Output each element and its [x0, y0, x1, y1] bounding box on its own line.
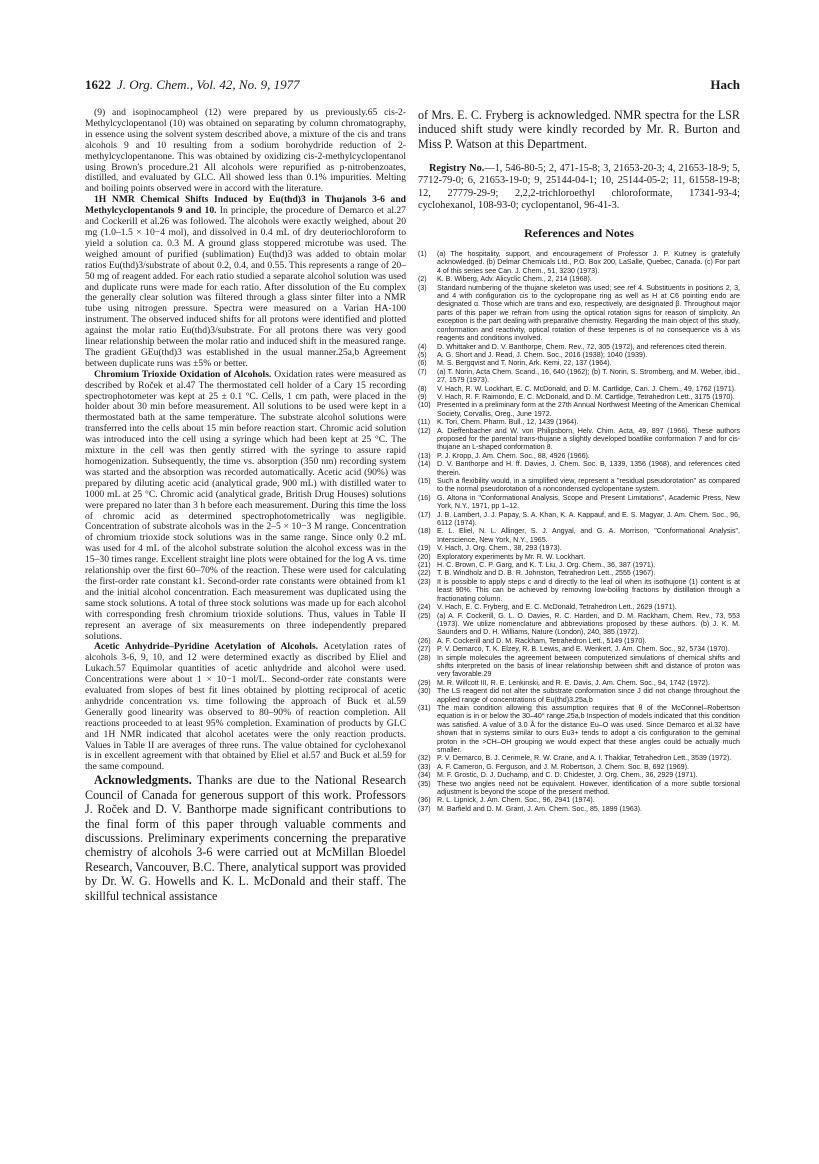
reference-item	[418, 553, 740, 561]
reference-number: (17)	[418, 510, 431, 519]
reference-text: A. G. Short and J. Read, J. Chem. Soc., 2016 (1938); 1040 (1939).	[437, 350, 648, 359]
reference-item	[418, 351, 740, 359]
reference-number: (21)	[418, 561, 431, 570]
experimental-section	[85, 108, 406, 773]
reference-number: (14)	[418, 460, 431, 469]
reference-number: (3)	[418, 283, 427, 292]
reference-number: (30)	[418, 687, 431, 696]
reference-number: (7)	[418, 367, 427, 376]
reference-item	[418, 805, 740, 813]
reference-number: (31)	[418, 703, 431, 712]
reference-item	[418, 754, 740, 762]
reference-item	[418, 284, 740, 343]
reference-text: P. V. Demarco, T. K. Elzey, R. B. Lewis, and E. Wenkert, J. Am. Chem. Soc., 92, 5734 (1970).	[437, 645, 730, 654]
reference-item	[418, 452, 740, 460]
references-list	[418, 250, 740, 813]
reference-text: V. Hach, R. F. Raimondo, E. C. McDonald, and D. M. Cartlidge, Tetrahedron Lett., 3175 (1970).	[437, 392, 735, 401]
reference-text: A. Dieffenbacher and W. von Philipsborn, Helv. Chim. Acta, 49, 897 (1966). These authors proposed for the parental trans-thujane a slightly developed boatlike conformation 7 and for cis-thujane an L-shaped conformation 8.	[437, 426, 740, 452]
reference-item	[418, 704, 740, 754]
running-author: Hach	[710, 77, 740, 92]
paragraph	[85, 195, 406, 370]
reference-number: (26)	[418, 636, 431, 645]
reference-text: The LS reagent did not alter the substrate conformation since J did not change throughout the applied range of concentrations of Eu(thd)3.25a,b	[437, 687, 740, 704]
paragraph-text: Acetylation rates of alcohols 3-6, 9, 10, and 12 were determined exactly as discribed by Eliel and Lukach.57 Equimolar quantities of acetic anhydride and alcohol were used. Concentrations were about 1 × 10−1 mol/L. Second-order rate constants were evaluated from slopes of best fit lines obtained by plotting reciprocal of acetic anhydride concentration vs. time following the approach of Buck et al.59 Generally good linearity was observed to 80–90% of reaction completion. All reactions proceeded to at least 95% completion. Examination of products by GLC and 1H NMR indicated that alcohol acetates were the only reaction products. Values in Table II are averages of three runs. The value obtained for cyclohexanol is in excellent agreement with that obtained by Eliel et al.57 and Buck et al.59 for the same compound.	[85, 641, 406, 773]
reference-text: Presented in a preliminary form at the 27th Annual Northwest Meeting of the American Chemical Society, Corvallis, Oreg., June 1972.	[437, 401, 740, 418]
reference-text: (a) T. Norin, Acta Chem. Scand., 16, 640 (1962); (b) T. Norin, S. Stromberg, and M. Weber, ibid., 27, 1579 (1973).	[437, 367, 740, 385]
reference-text: In simple molecules the agreement between computerized simulations of chemical shifts and shifts interpreted on the basis of linear relationship between shift and distance of proton was very favorable.29	[437, 653, 740, 679]
reference-item	[418, 494, 740, 511]
journal-citation: J. Org. Chem., Vol. 42, No. 9, 1977	[117, 77, 300, 92]
reference-text: P. J. Kropp, J. Am. Chem. Soc., 88, 4926 (1966).	[437, 451, 590, 460]
reference-number: (32)	[418, 754, 431, 763]
reference-number: (6)	[418, 359, 427, 368]
reference-item	[418, 385, 740, 393]
reference-text: K. B. Wiberg, Adv. Alicyclic Chem., 2, 214 (1968).	[437, 275, 592, 284]
paragraph-heading: 1H NMR Chemical Shifts Induced by Eu(thd)3 in Thujanols 3-6 and Methylcyclopentanols 9 and 10.	[85, 194, 406, 217]
acknowledgments-continued: of Mrs. E. C. Fryberg is acknowledged. NMR spectra for the LSR induced shift study were kindly recorded by Mr. R. Burton and Miss P. Watson at this Department.	[418, 108, 740, 151]
reference-number: (34)	[418, 771, 431, 780]
registry-numbers	[418, 163, 740, 212]
acknowledgments	[85, 773, 406, 903]
paragraph-text: (9) and isopinocampheol (12) were prepared by us previously.65 cis-2-Methylcyclopentanol (10) was obtained on separating by column chromatography, in essence using the solvent system described above, a mixture of the cis and trans alcohols 9 and 10 resulting from a sodium borohydride reduction of 2-methylcyclopentanone. This was obtained by oxidizing cis-2-methylcyclopentanol using Brown's procedure.21 All alcohols were repurified as p-nitrobenzoates, distilled, and evaluated by GLC. All showed less than 0.1% impurities. Melting and boiling points observed were in accord with the literature.	[85, 108, 406, 195]
reference-item	[418, 275, 740, 283]
reference-item	[418, 763, 740, 771]
paragraph-heading: Acetic Anhydride–Pyridine Acetylation of Alcohols.	[94, 641, 319, 653]
registry-heading: Registry No.	[429, 163, 485, 175]
reference-item	[418, 637, 740, 645]
reference-text: J. B. Lambert, J. J. Papay, S. A. Khan, K. A. Kappauf, and E. S. Magyar, J. Am. Chem. Soc., 96, 6112 (1974).	[437, 510, 740, 528]
reference-item	[418, 612, 740, 637]
reference-text: V. Hach, E. C. Fryberg, and E. C. McDonald, Tetrahedron Lett., 2629 (1971).	[437, 603, 677, 612]
reference-number: (13)	[418, 451, 431, 460]
reference-text: R. L. Lipnick, J. Am. Chem. Soc., 96, 2941 (1974).	[437, 796, 595, 805]
paragraph-text: In principle, the procedure of Demarco et al.27 and Cockerill et al.26 was followed. The alcohols were exactly weighed, about 20 mg (1.0–1.5 × 10−4 mol), and dissolved in 0.4 mL of dry deuteriochloroform to yield a solution ca. 0.3 M. A ground glass stoppered microtube was used. The weighed amount of purified (sublimation) Eu(thd)3 was added to obtain molar ratios Eu(thd)3/substrate of about 0.2, 0.4, and 0.55. This represents a range of 20–50 mg of reagent added. For each ratio studied a separate alcohol solution was used and duplicate runs were made for each ratio. After dissolution of the Eu complex the generally clear solution was filtered through a glass sinter filter into a NMR tube using nitrogen pressure. Spectra were measured on a Varian HA-100 instrument. The observed induced shifts for all protons were identified and plotted against the molar ratio Eu(thd)3/substrate. For all protons there was very good linear relationship between the molar ratio and induced shift in the measured range. The gradient GEu(thd)3 was established in the usual manner.25a,b Agreement between duplicate runs was ±5% or better.	[85, 205, 406, 369]
reference-item	[418, 687, 740, 704]
reference-text: M. R. Willcott III, R. E. Lenkinski, and R. E. Davis, J. Am. Chem. Soc., 94, 1742 (1972).	[437, 678, 710, 687]
reference-item	[418, 401, 740, 418]
paragraph-heading: Chromium Trioxide Oxidation of Alcohols.	[94, 368, 272, 380]
paragraph-text: Oxidation rates were measured as described by Roček et al.47 The thermostated cell holder of a Cary 15 recording spectrophotometer was kept at 25 ± 0.1 °C. Cells, 1 cm path, were placed in the holder about 30 min before measurement. All solutions to be used were kept in a thermostated bath at the same temperature. The substrate alcohol solutions were transferred into the cells about 15 min before reaction start. Chromic acid solution was introduced into the cell using a syringe which had been kept at 25 °C. The mixture in the cell was then gently stirred with the syringe to assure rapid homogenization. Subsequently, the time vs. absorption (350 nm) recording system was started and the absorption was recorded automatically. Acetic acid (90%) was prepared by diluting acetic acid (analytical grade, 900 mL) with distilled water to 1000 mL at 25 °C. Chromic acid (analytical grade, British Drug Houses) solutions were prepared no later than 3 h before each measurement. During this time the loss of chromic acid as determined spectrophotometrically was negligible. Concentration of substrate alcohols was in the 2–5 × 10−3 M range. Concentration of chromium trioxide stock solutions was in the same range. Since only 0.2 mL was used for 4 mL of the alcohol substrate solution the alcohol excess was in the 15–30 times range. Excellent straight line plots were obtained for the log A vs. time relationship over the first 60–70% of the reaction. These were used for calculating the first-order rate constant k1. Second-order rate constants were obtained from k1 and the initial alcohol concentration. Each measurement was duplicated using the same stock solutions. A total of three stock solutions was made up for each alcohol with corresponding fresh chromium trioxide solutions. Thus, values in Table II represent an average of six measurements on three independently prepared solutions.	[85, 368, 406, 642]
references-heading: References and Notes	[524, 226, 634, 241]
reference-text: Exploratory experiments by Mr. R. W. Lockhart.	[437, 552, 586, 561]
reference-item	[418, 679, 740, 687]
reference-text: E. L. Eliel, N. L. Allinger, S. J. Angyal, and G. A. Morrison, "Conformational Analysis", Interscience, New York, N.Y., 1965.	[437, 527, 740, 544]
reference-text: V. Hach, J. Org. Chem., 38, 293 (1973).	[437, 544, 562, 553]
reference-number: (22)	[418, 569, 431, 578]
paragraph	[85, 108, 406, 195]
reference-number: (20)	[418, 552, 431, 561]
reference-number: (8)	[418, 384, 427, 393]
reference-item	[418, 544, 740, 552]
reference-item	[418, 645, 740, 653]
reference-item	[418, 460, 740, 477]
reference-item	[418, 359, 740, 367]
reference-item	[418, 561, 740, 569]
reference-item	[418, 780, 740, 797]
reference-number: (29)	[418, 678, 431, 687]
reference-text: K. Tori, Chem. Pharm. Bull., 12, 1439 (1964).	[437, 418, 579, 427]
reference-item	[418, 654, 740, 679]
reference-number: (24)	[418, 603, 431, 612]
acknowledgments-text: Thanks are due to the National Research Council of Canada for generous support of this work. Professors J. Roček and D. V. Banthorpe made significant contributions to the final form of this paper through valuable comments and discussions. Preliminary experiments concerning the preparative chemistry of alcohols 3-6 were carried out at McMillan Bloedel Research, Vancouver, B.C. There, analytical support was provided by Dr. W. G. Howells and K. L. McDonald and their staff. The skillful technical assistance	[85, 773, 406, 903]
reference-text: It is possible to apply steps c and d directly to the leaf oil when its isothujone (1) content is at least 90%. This can be achieved by removing low-boiling fractions by distillation through a fractionating column.	[437, 577, 740, 603]
reference-number: (35)	[418, 779, 431, 788]
left-column	[85, 108, 406, 1108]
reference-item	[418, 477, 740, 494]
reference-item	[418, 427, 740, 452]
reference-text: Such a flexibility would, in a simplified view, represent a "residual pseudorotation" as compared to the normal pseudorotation of a noncondensed cyclopentane system.	[437, 477, 740, 494]
reference-text: M. Barfield and D. M. Grant, J. Am. Chem. Soc., 85, 1899 (1963).	[437, 804, 643, 813]
reference-number: (2)	[418, 275, 427, 284]
reference-text: A. F. Cameron, G. Ferguson, and J. M. Robertson, J. Chem. Soc. B, 692 (1969).	[437, 762, 689, 771]
reference-number: (4)	[418, 342, 427, 351]
reference-number: (28)	[418, 653, 431, 662]
reference-number: (11)	[418, 418, 431, 427]
reference-text: D. Whittaker and D. V. Banthorpe, Chem. Rev., 72, 305 (1972), and references cited therein.	[437, 342, 727, 351]
reference-number: (10)	[418, 401, 431, 410]
reference-item	[418, 368, 740, 385]
reference-number: (18)	[418, 527, 431, 536]
reference-text: G. Altona in "Conformational Analysis, Scope and Present Limitations", Academic Press, New York, N.Y., 1971, pp 1–12.	[437, 493, 740, 511]
page-number: 1622	[85, 77, 111, 92]
reference-number: (1)	[418, 250, 427, 259]
reference-item	[418, 603, 740, 611]
reference-text: D. V. Banthorpe and H. ff. Davies, J. Chem. Soc. B, 1339, 1356 (1968), and references cited therein.	[437, 460, 740, 477]
reference-text: T. B. Windholz and D. B. R. Johnston, Tetrahedron Lett., 2555 (1967).	[437, 569, 656, 578]
reference-item	[418, 250, 740, 275]
reference-text: H. C. Brown, C. P. Garg, and K. T. Liu, J. Org. Chem., 36, 387 (1971).	[437, 561, 656, 570]
reference-text: Standard numbering of the thujane skeleton was used; see ref 4. Substituents in positions 2, 3, and 4 with configuration cis to the cyclopropane ring as well as H at C6 pointing endo are designated α. Those which are trans and exo, respectively, are designated β. Throughout major parts of this paper we refrain from using the optical rotation signs for reason of simplicity. An exception is the part dealing with preparative chemistry. Regarding the main object of this study, conformation and reactivity, optical rotation of these terpenes is of no consequence vis à vis reagents and conditions involved.	[437, 283, 740, 343]
acknowledgments-heading: Acknowledgments.	[94, 773, 192, 788]
reference-number: (15)	[418, 477, 431, 485]
reference-text: A. F. Cockerill and D. M. Rackham, Tetrahedron Lett., 5149 (1970).	[437, 636, 647, 645]
reference-text: V. Hach, R. W. Lockhart, E. C. McDonald, and D. M. Cartlidge, Can. J. Chem., 49, 1762 (1971).	[437, 384, 736, 393]
paragraph	[85, 642, 406, 773]
reference-number: (23)	[418, 577, 431, 586]
reference-number: (25)	[418, 611, 431, 620]
reference-text: M. S. Bergqvist and T. Norin, Ark. Kemi, 22, 137 (1964).	[437, 359, 612, 368]
reference-number: (16)	[418, 493, 431, 502]
paragraph	[85, 370, 406, 643]
reference-item	[418, 578, 740, 603]
registry-text: —1, 546-80-5; 2, 471-15-8; 3, 21653-20-3; 4, 21653-18-9; 5, 7712-79-0; 6, 21653-19-0; 9, 25144-04-1; 10, 25144-05-2; 11, 61558-19-8; 12, 27779-29-9; 2,2,2-trichloroethyl chloroformate, 17341-93-4; cyclohexanol, 108-93-0; cyclopentanol, 96-41-3.	[418, 163, 740, 211]
running-header	[85, 77, 740, 97]
reference-item	[418, 511, 740, 528]
right-column	[418, 108, 740, 1108]
reference-text: P. V. Demarco, B. J. Cerimele, R. W. Crane, and A. I. Thakkar, Tetrahedron Lett., 3539 (1972).	[437, 754, 732, 763]
reference-item	[418, 771, 740, 779]
reference-item	[418, 393, 740, 401]
reference-number: (5)	[418, 350, 427, 359]
reference-number: (27)	[418, 645, 431, 654]
reference-item	[418, 343, 740, 351]
reference-number: (33)	[418, 762, 431, 771]
reference-item	[418, 418, 740, 426]
reference-text: (a) The hospitality, support, and encouragement of Professor J. P. Kutney is gratefully acknowledged. (b) Delmar Chemicals Ltd., P.O. Box 200, LaSalle, Quebec, Canada. (c) For part 4 of this series see Can. J. Chem., 51, 3230 (1973).	[437, 250, 740, 275]
reference-number: (9)	[418, 392, 427, 401]
reference-item	[418, 569, 740, 577]
reference-item	[418, 527, 740, 544]
reference-number: (37)	[418, 804, 431, 813]
reference-number: (19)	[418, 544, 431, 553]
reference-text: The main condition allowing this assumption requires that θ of the McConnel–Robertson equation is in or below the 30–40° range.25a,b Inspection of models indicated that this condition was satisfied. A value of 3.0 Å for the distance Eu–O was used. Since Demarco et al.32 have shown that in systems similar to ours Eu3+ tends to adopt a cis configuration to the geminal proton in the >CH–OH grouping we would expect that these angles could be actually much smaller.	[437, 703, 740, 754]
reference-number: (12)	[418, 426, 431, 435]
reference-text: These two angles need not be equivalent. However, identification of a more subtle torsional adjustment is beyond the scope of the present method.	[437, 779, 740, 797]
reference-number: (36)	[418, 796, 431, 805]
reference-text: (a) A. F. Cockerill, G. L. O. Davies, R. C. Harden, and D. M. Rackham, Chem. Rev., 73, 553 (1973). We utilize nomenclature and abbreviations proposed by these authors. (b) J. K. M. Saunders and D. H. Williams, Nature (London), 240, 385 (1972).	[437, 611, 740, 637]
reference-text: M. F. Grostic, D. J. Duchamp, and C. D. Chidester, J. Org. Chem., 36, 2929 (1971).	[437, 771, 698, 780]
reference-item	[418, 796, 740, 804]
